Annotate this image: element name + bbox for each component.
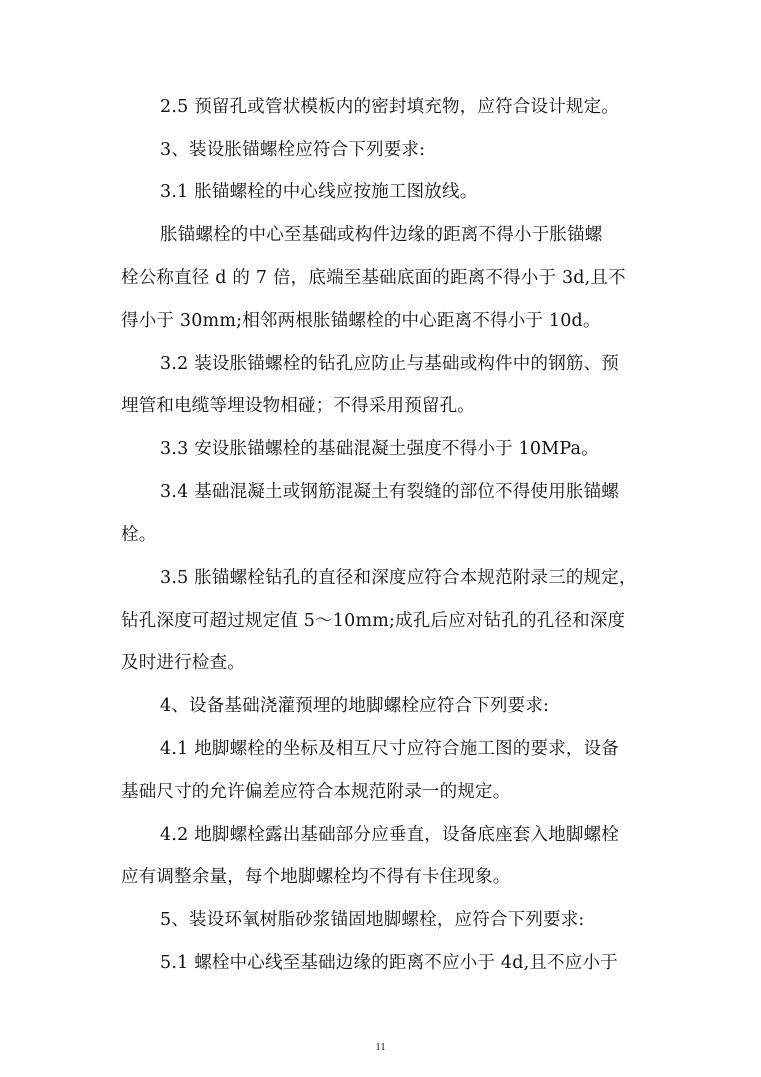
text-line: 2.5 预留孔或管状模板内的密封填充物，应符合设计规定。 xyxy=(160,97,619,117)
text-line: 4.1 地脚螺栓的坐标及相互尺寸应符合施工图的要求，设备 xyxy=(160,739,619,759)
section-heading: 4、设备基础浇灌预埋的地脚螺栓应符合下列要求: xyxy=(160,696,550,716)
text-line: 栓公称直径 d 的 7 倍，底端至基础底面的距离不得小于 3d,且不 xyxy=(121,268,626,288)
page-number: 11 xyxy=(375,1041,386,1053)
text-line: 基础尺寸的允许偏差应符合本规范附录一的规定。 xyxy=(121,782,511,802)
text-line: 4.2 地脚螺栓露出基础部分应垂直，设备底座套入地脚螺栓 xyxy=(160,825,619,845)
text-line: 应有调整余量，每个地脚螺栓均不得有卡住现象。 xyxy=(121,867,511,887)
section-heading: 5、装设环氧树脂砂浆锚固地脚螺栓，应符合下列要求: xyxy=(160,910,585,930)
text-line: 胀锚螺栓的中心至基础或构件边缘的距离不得小于胀锚螺 xyxy=(160,225,603,245)
text-line: 3.2 装设胀锚螺栓的钻孔应防止与基础或构件中的钢筋、预 xyxy=(160,354,619,374)
text-line: 3.3 安设胀锚螺栓的基础混凝土强度不得小于 10MPa。 xyxy=(160,439,599,459)
text-line: 3.5 胀锚螺栓钻孔的直径和深度应符合本规范附录三的规定， xyxy=(160,568,637,588)
text-line: 得小于 30mm;相邻两根胀锚螺栓的中心距离不得小于 10d。 xyxy=(121,311,601,331)
text-line: 5.1 螺栓中心线至基础边缘的距离不应小于 4d,且不应小于 xyxy=(160,953,618,973)
text-line: 及时进行检查。 xyxy=(121,653,245,673)
text-line: 3.1 胀锚螺栓的中心线应按施工图放线。 xyxy=(160,182,478,202)
text-line: 钻孔深度可超过规定值 5～10mm;成孔后应对钻孔的孔径和深度 xyxy=(121,611,626,631)
text-line: 3.4 基础混凝土或钢筋混凝土有裂缝的部位不得使用胀锚螺 xyxy=(160,482,619,502)
text-line: 栓。 xyxy=(121,525,157,545)
section-heading: 3、装设胀锚螺栓应符合下列要求: xyxy=(160,140,426,160)
text-line: 埋管和电缆等埋设物相碰；不得采用预留孔。 xyxy=(121,396,475,416)
